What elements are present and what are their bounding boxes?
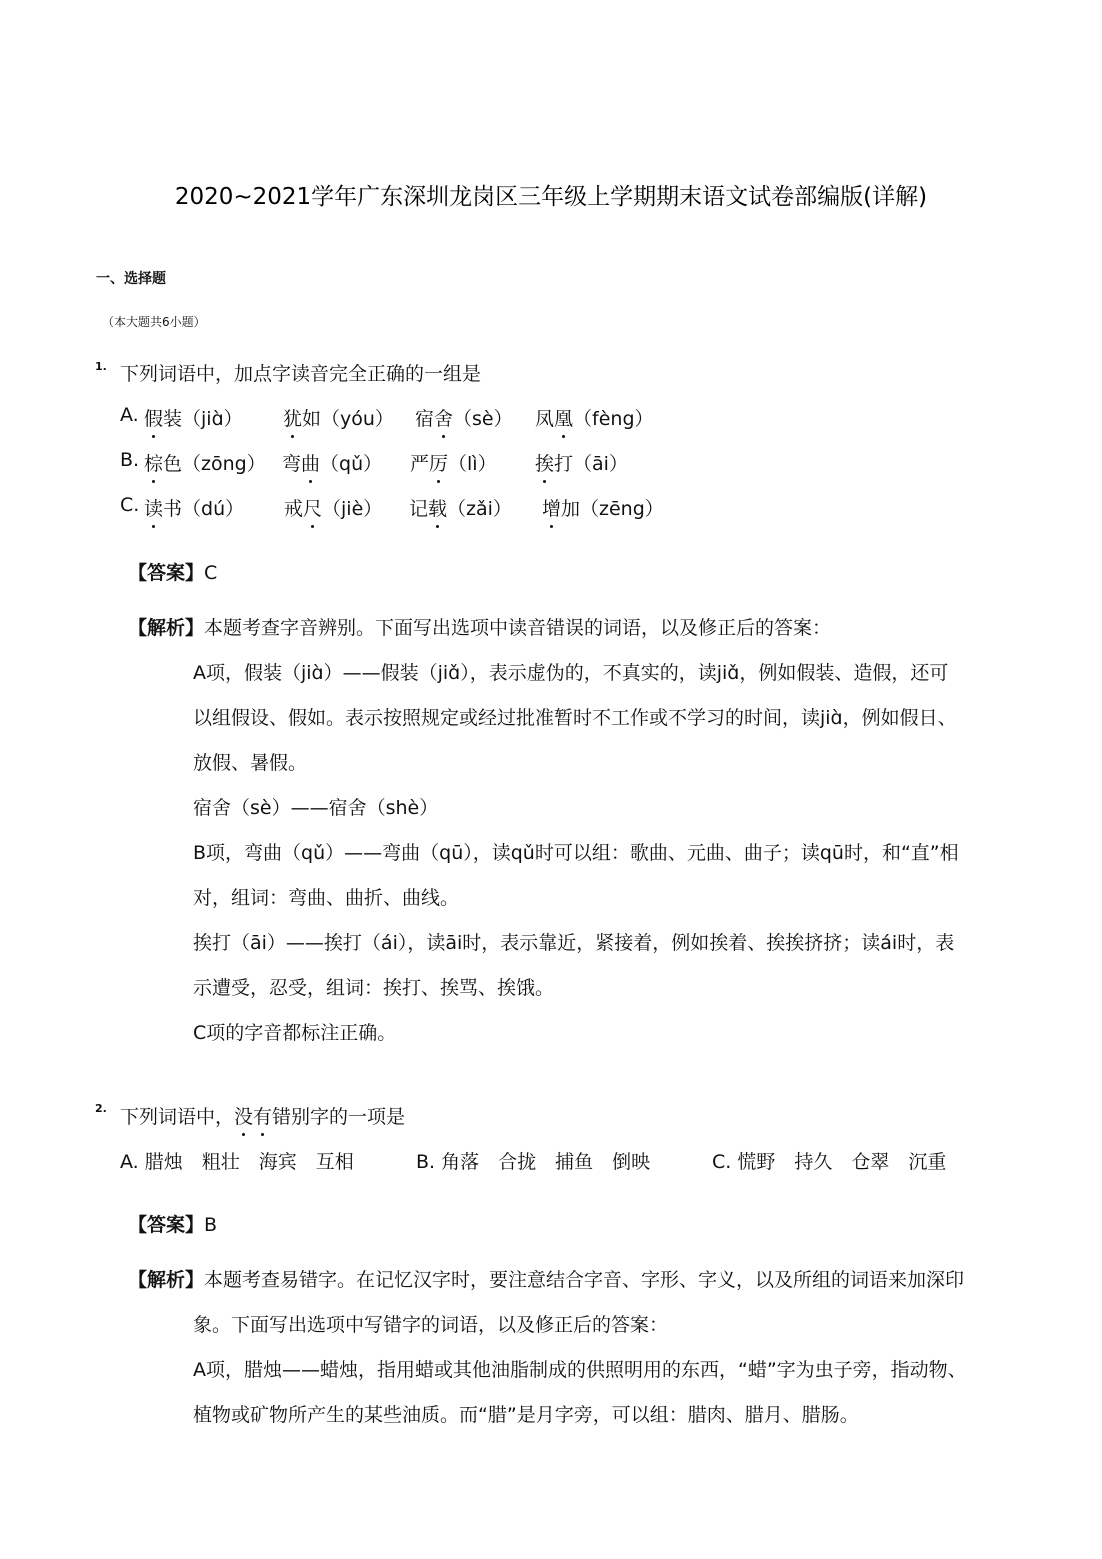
option-text: 装（jiɑ̀） [163, 408, 243, 430]
option-item [409, 494, 512, 521]
option-row [712, 1147, 946, 1174]
option-item [535, 404, 654, 431]
analysis-line: 以组假设、假如。表示按照规定或经过批准暂时不工作或不学习的时间，读jiɑ̀，例如假日、 [193, 707, 957, 729]
option-item [144, 449, 266, 476]
analysis-label: 【解析】 [128, 617, 205, 639]
question-number: 1. [95, 360, 107, 373]
option-item [410, 449, 497, 476]
dotted-char: 没 [234, 1102, 253, 1129]
option-item [542, 494, 664, 521]
option-text: 严 [410, 453, 430, 475]
answer-row [128, 1210, 217, 1237]
option-label: C. [712, 1151, 732, 1173]
analysis-row [128, 613, 831, 640]
option-text: 打（āi） [554, 453, 628, 475]
dotted-char: 棕 [144, 449, 163, 476]
section-note: （本大题共6小题） [102, 315, 206, 329]
analysis-line: 放假、暑假。 [193, 752, 308, 774]
option-item [144, 494, 244, 521]
option-text: 书（dú） [163, 498, 245, 520]
option-item [283, 404, 394, 431]
option-text: （qǔ） [320, 453, 383, 475]
question-number: 2. [95, 1102, 107, 1115]
option-label: A. [120, 1151, 139, 1173]
dotted-char: 假 [144, 404, 163, 431]
question-text-part: 下列词语中， [120, 1106, 235, 1128]
option-words: 慌野 持久 仓翠 沉重 [737, 1151, 947, 1173]
option-label: B. [416, 1151, 436, 1173]
option-label: B. [120, 449, 140, 471]
answer-row [128, 558, 217, 585]
answer-label: 【答案】 [128, 1214, 205, 1236]
dotted-char: 舍 [434, 404, 453, 431]
dotted-char: 尺 [303, 494, 322, 521]
option-text: 记 [409, 498, 429, 520]
option-item [284, 494, 382, 521]
option-row [416, 1147, 650, 1174]
section-heading: 一、选择题 [96, 271, 166, 287]
analysis-line: 示遭受，忍受，组词：挨打、挨骂、挨饿。 [193, 977, 555, 999]
answer-value: B [204, 1214, 218, 1236]
dotted-char: 厉 [429, 449, 448, 476]
option-text: 凤 [535, 408, 555, 430]
analysis-line: B项，弯曲（qǔ）——弯曲（qū），读qǔ时可以组：歌曲、元曲、曲子；读qū时，和“直”相 [193, 842, 959, 864]
option-text: 宿 [415, 408, 435, 430]
option-text: （fèng） [573, 408, 654, 430]
option-item [144, 404, 243, 431]
option-text: （lì） [448, 453, 497, 475]
option-text: 戒 [284, 498, 304, 520]
dotted-char: 曲 [301, 449, 320, 476]
analysis-text: 本题考查易错字。在记忆汉字时，要注意结合字音、字形、字义，以及所组的词语来加深印 [204, 1269, 965, 1291]
dotted-char: 犹 [283, 404, 302, 431]
dotted-char: 有 [253, 1102, 272, 1129]
option-item [535, 449, 628, 476]
answer-label: 【答案】 [128, 562, 205, 584]
analysis-line: A项，腊烛——蜡烛，指用蜡或其他油脂制成的供照明用的东西，“蜡”字为虫子旁，指动物、 [193, 1359, 967, 1381]
question-text [120, 1102, 405, 1129]
dotted-char: 挨 [535, 449, 554, 476]
analysis-row [128, 1265, 964, 1292]
option-text: （zǎi） [447, 498, 512, 520]
analysis-line: 宿舍（sè）——宿舍（shè） [193, 797, 439, 819]
option-item [282, 449, 382, 476]
analysis-line: 植物或矿物所产生的某些油质。而“腊”是月字旁，可以组：腊肉、腊月、腊肠。 [193, 1404, 859, 1426]
option-text: 弯 [282, 453, 302, 475]
analysis-text: 本题考查字音辨别。下面写出选项中读音错误的词语，以及修正后的答案： [204, 617, 832, 639]
option-text: （jiè） [322, 498, 383, 520]
analysis-label: 【解析】 [128, 1269, 205, 1291]
dotted-char: 读 [144, 494, 163, 521]
option-text: （sè） [453, 408, 513, 430]
question-text-part: 错别字的一项是 [272, 1106, 406, 1128]
option-text: 加（zēng） [561, 498, 664, 520]
answer-value: C [204, 562, 218, 584]
option-words: 角落 合拢 捕鱼 倒映 [441, 1151, 651, 1173]
analysis-line: 挨打（āi）——挨打（ái），读āi时，表示靠近，紧接着，例如挨着、挨挨挤挤；读ái时，表 [193, 932, 955, 954]
option-row [120, 1147, 354, 1174]
dotted-char: 凰 [554, 404, 573, 431]
question-text: 下列词语中，加点字读音完全正确的一组是 [120, 363, 482, 385]
analysis-line: A项，假装（jiɑ̀）——假装（jiɑ̌），表示虚伪的，不真实的，读jiɑ̌，例如假装、造假，还可 [193, 662, 949, 684]
analysis-line: 对，组词：弯曲、曲折、曲线。 [193, 887, 460, 909]
option-label: A. [120, 404, 139, 426]
option-item [415, 404, 513, 431]
option-words: 腊烛 粗壮 海宾 互相 [144, 1151, 354, 1173]
option-label: C. [120, 494, 140, 516]
analysis-line: C项的字音都标注正确。 [193, 1022, 397, 1044]
dotted-char: 载 [428, 494, 447, 521]
dotted-char: 增 [542, 494, 561, 521]
option-text: 如（yóu） [302, 408, 394, 430]
analysis-line: 象。下面写出选项中写错字的词语，以及修正后的答案： [193, 1314, 669, 1336]
page-title: 2020~2021学年广东深圳龙岗区三年级上学期期末语文试卷部编版(详解) [174, 184, 928, 210]
option-text: 色（zōng） [163, 453, 266, 475]
